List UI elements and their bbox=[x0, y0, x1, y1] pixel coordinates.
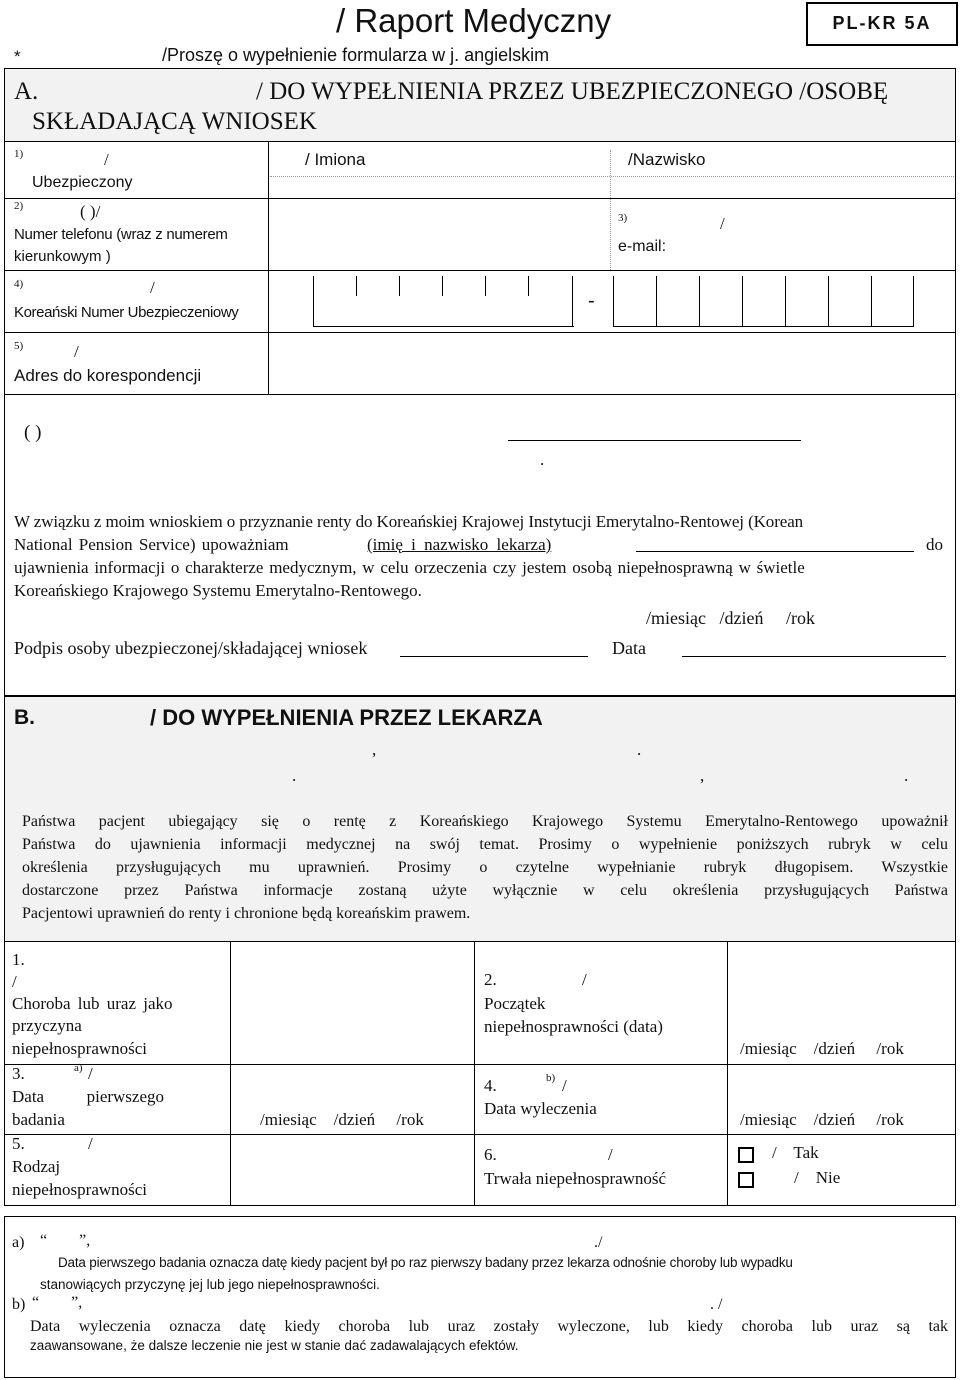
phone-label: Numer telefonu (wraz z numerem bbox=[14, 226, 228, 243]
label-slash: / bbox=[104, 150, 109, 169]
instructions-line: Państwa pacjent ubiegający się o rentę z Koreańskiego Krajowego Systemu Emerytalno-Rentowego upoważnił bbox=[22, 813, 948, 830]
consent-text-2: National Pension Service) upoważniam bbox=[14, 535, 289, 554]
consent-text-3: ujawnienia informacji o charakterze medycznym, w celu orzeczenia czy jestem osobą niepełnosprawną w świetle bbox=[14, 558, 805, 577]
surname-column: /Nazwisko bbox=[628, 150, 706, 169]
section-b-heading: / DO WYPEŁNIENIA PRZEZ LEKARZA bbox=[150, 705, 543, 730]
divider bbox=[5, 141, 955, 142]
disability-onset-date-input[interactable] bbox=[731, 946, 951, 1036]
divider bbox=[727, 942, 728, 1206]
footnote-a-mark: a) bbox=[12, 1234, 25, 1251]
divider bbox=[5, 332, 955, 333]
email-label: e-mail: bbox=[618, 238, 667, 255]
q3-slash: / bbox=[88, 1064, 93, 1083]
date-input[interactable] bbox=[682, 656, 946, 657]
field-number: 4) bbox=[14, 278, 24, 290]
footnote-b-mark: b) bbox=[12, 1296, 26, 1313]
insurance-dash: - bbox=[588, 290, 595, 312]
yes-label: / Tak bbox=[772, 1143, 819, 1162]
no-label: / Nie bbox=[794, 1168, 841, 1187]
form-code-badge: PL-KR 5A bbox=[806, 2, 958, 46]
divider bbox=[610, 150, 611, 270]
punct: . bbox=[292, 766, 297, 785]
consent-text-4: Koreańskiego Krajowego Systemu Emerytalno-Rentowego. bbox=[14, 581, 422, 600]
q2-date-format: /miesiąc /dzień /rok bbox=[740, 1039, 904, 1058]
note-star: * bbox=[14, 47, 21, 66]
q4-label: Data wyleczenia bbox=[484, 1099, 597, 1118]
instructions-line: Pacjentowi uprawnień do renty i chronione będą koreańskim prawem. bbox=[22, 905, 471, 922]
q2-slash: / bbox=[582, 970, 587, 989]
divider bbox=[230, 942, 231, 1206]
address-label: Adres do korespondencji bbox=[14, 366, 202, 385]
punct: , bbox=[372, 740, 377, 759]
email-input[interactable] bbox=[690, 232, 950, 264]
disability-type-input[interactable] bbox=[234, 1138, 470, 1202]
footnotes-box bbox=[4, 1216, 956, 1378]
label-slash: / bbox=[74, 342, 79, 361]
footnote-b-text-2: zaawansowane, że dalsze leczenie nie jest w stanie dać zadawalających efektów. bbox=[30, 1338, 519, 1353]
insurance-number-input-b[interactable] bbox=[613, 276, 914, 327]
signature-label: Podpis osoby ubezpieczonej/składającej wniosek bbox=[14, 638, 368, 658]
punct: . bbox=[904, 766, 909, 785]
footnote-b-line: Data wyleczenia oznacza datę kiedy choroba lub uraz zostały wyleczone, lub kiedy choroba lub uraz są tak bbox=[30, 1318, 948, 1335]
divider bbox=[474, 942, 475, 1206]
q4-footnote-mark: b) bbox=[546, 1072, 556, 1084]
section-a-letter: A. bbox=[14, 78, 39, 105]
footnote-a-slash: ./ bbox=[594, 1234, 603, 1251]
q3-date-format: /miesiąc /dzień /rok bbox=[260, 1110, 424, 1129]
q4-slash: / bbox=[562, 1076, 567, 1095]
q6-number: 6. bbox=[484, 1145, 497, 1164]
recovery-date-input[interactable] bbox=[731, 1068, 951, 1106]
q5-label: Rodzaj bbox=[12, 1157, 61, 1176]
footnote-a-text: Data pierwszego badania oznacza datę kiedy pacjent był po raz pierwszy badany przez lekarza odnośnie choroby lub wypadku bbox=[58, 1255, 793, 1270]
q3-label: Data pierwszego bbox=[12, 1087, 165, 1106]
q1-label: Choroba lub uraz jako bbox=[12, 994, 173, 1013]
divider bbox=[5, 270, 955, 271]
punct: , bbox=[700, 766, 705, 785]
q6-label: Trwała niepełnosprawność bbox=[484, 1169, 667, 1188]
divider bbox=[270, 176, 954, 177]
consent-dot: . bbox=[540, 450, 545, 469]
page-title: / Raport Medyczny bbox=[336, 2, 612, 39]
footnote-a-text-2: stanowiących przyczynę jej lub jego niepełnosprawności. bbox=[40, 1277, 380, 1292]
q4-date-format: /miesiąc /dzień /rok bbox=[740, 1110, 904, 1129]
phone-input[interactable] bbox=[272, 202, 606, 266]
label-slash: / bbox=[150, 278, 155, 297]
label-slash: / bbox=[720, 214, 725, 233]
field-number: 2) bbox=[14, 200, 24, 212]
instructions-line: określenia przysługujących mu uprawnień. Prosimy o czytelne wypełnianie rubryk długopisem. Wszystkie bbox=[22, 859, 948, 876]
q1-label-2: przyczyna bbox=[12, 1016, 82, 1035]
divider bbox=[5, 198, 955, 199]
q3-label-2: badania bbox=[12, 1110, 65, 1129]
footnote-b-text bbox=[30, 1316, 948, 1338]
divider bbox=[5, 1134, 955, 1135]
footnote-b-slash: . / bbox=[710, 1296, 723, 1313]
q6-slash: / bbox=[608, 1145, 613, 1164]
insurance-number-input-a[interactable] bbox=[313, 276, 574, 327]
q2-number: 2. bbox=[484, 970, 497, 989]
language-note: /Proszę o wypełnienie formularza w j. angielskim bbox=[162, 45, 550, 65]
signature-input[interactable] bbox=[400, 656, 588, 657]
instructions-line: dostarczone przez Państwa informacje zostaną użyte wyłącznie w celu określenia przysługujących Państwa bbox=[22, 882, 948, 899]
field-number: 5) bbox=[14, 340, 24, 352]
instructions-line: Państwa do ujawnienia informacji medycznej na swój temat. Prosimy o wypełnienie poniższych rubryk w celu bbox=[22, 836, 948, 853]
consent-text-do: do bbox=[926, 535, 943, 554]
consent-paren: ( ) bbox=[24, 422, 42, 443]
divider bbox=[268, 141, 269, 394]
doctor-name-line-top[interactable] bbox=[508, 440, 801, 441]
physician-instructions bbox=[22, 810, 948, 925]
yes-checkbox[interactable] bbox=[738, 1147, 754, 1163]
field-number: 3) bbox=[618, 212, 628, 224]
q1-number: 1. bbox=[12, 950, 25, 969]
q5-slash: / bbox=[88, 1134, 93, 1153]
first-exam-date-input[interactable] bbox=[234, 1068, 470, 1106]
consent-text-doctor: (imię i nazwisko lekarza) bbox=[367, 535, 552, 554]
no-checkbox[interactable] bbox=[738, 1172, 754, 1188]
divider bbox=[5, 1064, 955, 1065]
divider bbox=[5, 394, 955, 395]
cause-of-disability-input[interactable] bbox=[234, 946, 470, 1060]
section-a-heading-2: SKŁADAJĄCĄ WNIOSEK bbox=[32, 108, 317, 135]
doctor-name-input[interactable] bbox=[636, 551, 914, 552]
q1-slash: / bbox=[12, 972, 17, 991]
surname-input[interactable] bbox=[614, 178, 952, 196]
q3-footnote-mark: a) bbox=[74, 1062, 83, 1074]
date-label: Data bbox=[612, 638, 646, 658]
consent-text: W związku z moim wnioskiem o przyznanie renty do Koreańskiej Krajowej Instytucji Emerytalno-Rentowej (Korean bbox=[14, 512, 804, 531]
q4-number: 4. bbox=[484, 1076, 497, 1095]
footnote-b-quote: “ ”, bbox=[32, 1294, 83, 1311]
q2-label: Początek bbox=[484, 994, 546, 1013]
punct: . bbox=[637, 740, 642, 759]
q5-number: 5. bbox=[12, 1134, 25, 1153]
phone-label-2: kierunkowym ) bbox=[14, 248, 111, 265]
date-format-label: /miesiąc /dzień /rok bbox=[646, 608, 815, 628]
field-number: 1) bbox=[14, 148, 24, 160]
q2-label-2: niepełnosprawności (data) bbox=[484, 1017, 663, 1036]
footnote-a-quote: “ ”, bbox=[40, 1232, 91, 1249]
insured-label: Ubezpieczony bbox=[32, 174, 133, 191]
section-a-heading: / DO WYPEŁNIENIA PRZEZ UBEZPIECZONEGO /OSOBĘ bbox=[256, 78, 889, 105]
names-column: / Imiona bbox=[305, 150, 366, 169]
first-name-input[interactable] bbox=[272, 178, 606, 196]
q5-label-2: niepełnosprawności bbox=[12, 1180, 148, 1199]
q1-label-3: niepełnosprawności bbox=[12, 1039, 148, 1058]
label-paren: ( )/ bbox=[80, 202, 101, 221]
address-input[interactable] bbox=[272, 336, 952, 390]
insurance-number-label: Koreański Numer Ubezpieczeniowy bbox=[14, 304, 239, 321]
section-b-letter: B. bbox=[14, 706, 35, 729]
q3-number: 3. bbox=[12, 1064, 25, 1083]
